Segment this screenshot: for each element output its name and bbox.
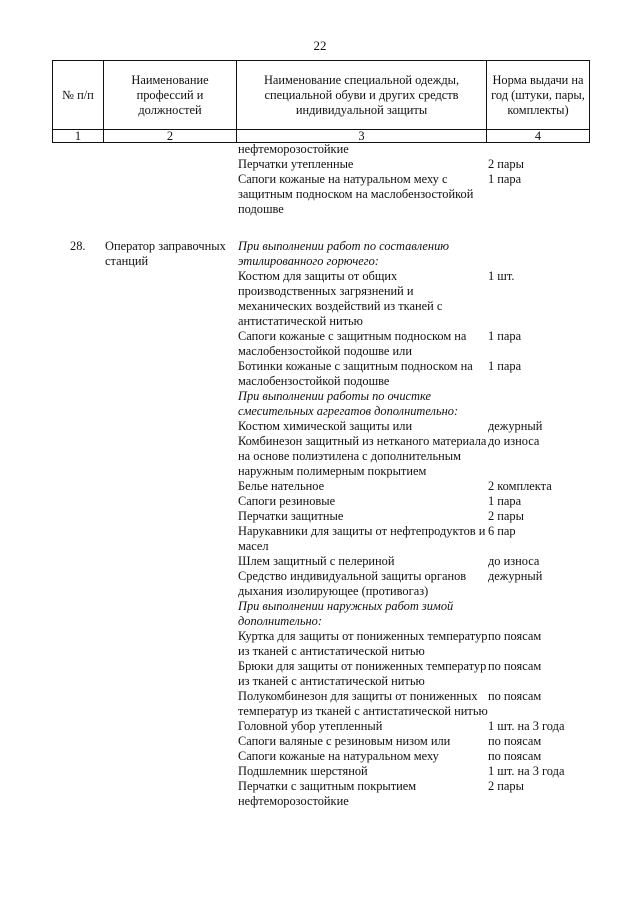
list-item <box>238 389 588 419</box>
entry-number: 28. <box>70 239 86 253</box>
item-name: Куртка для защиты от пониженных температур из тканей с антистатической нитью <box>238 629 488 658</box>
section-note: При выполнении работы по очистке смесительных агрегатов дополнительно: <box>238 389 459 418</box>
item-name: Перчатки защитные <box>238 509 344 523</box>
item-norm: по поясам <box>488 659 542 673</box>
item-name: Комбинезон защитный из нетканого материала на основе полиэтилена с дополнительным наружным полимерным покрытием <box>238 434 487 478</box>
list-item <box>238 689 588 719</box>
list-item <box>238 142 592 157</box>
item-norm: 2 пары <box>488 157 524 171</box>
list-item <box>238 524 588 554</box>
item-norm: по поясам <box>488 629 542 643</box>
item-norm: дежурный <box>488 569 543 583</box>
entry-28 <box>52 239 592 809</box>
item-name: Подшлемник шерстяной <box>238 764 368 778</box>
item-norm: 2 комплекта <box>488 479 552 493</box>
item-norm: 2 пары <box>488 509 524 523</box>
item-norm: 1 шт. <box>488 269 515 283</box>
section-note: При выполнении наружных работ зимой дополнительно: <box>238 599 454 628</box>
item-norm: 6 пар <box>488 524 516 538</box>
item-norm: по поясам <box>488 734 542 748</box>
list-item <box>238 419 588 434</box>
list-item <box>238 494 588 509</box>
item-name: Нарукавники для защиты от нефтепродуктов и масел <box>238 524 486 553</box>
continuation-block <box>52 142 592 217</box>
item-norm: по поясам <box>488 689 542 703</box>
item-name: Ботинки кожаные с защитным подноском на маслобензостойкой подошве <box>238 359 473 388</box>
column-number-2: 2 <box>104 130 237 143</box>
list-item <box>238 269 588 329</box>
item-norm: 1 шт. на 3 года <box>488 764 565 778</box>
item-name: Сапоги кожаные с защитным подноском на маслобензостойкой подошве или <box>238 329 467 358</box>
page-number: 22 <box>313 38 327 53</box>
list-item <box>238 764 588 779</box>
list-item <box>238 329 588 359</box>
list-item <box>238 599 588 629</box>
table-header <box>52 60 590 143</box>
list-item <box>238 157 592 172</box>
item-name: Шлем защитный с пелериной <box>238 554 395 568</box>
list-item <box>238 509 588 524</box>
item-name: Сапоги кожаные на натуральном меху <box>238 749 439 763</box>
item-name: Брюки для защиты от пониженных температур из тканей с антистатической нитью <box>238 659 487 688</box>
item-name: Костюм химической защиты или <box>238 419 413 433</box>
list-item <box>238 434 588 479</box>
item-norm: 1 пара <box>488 329 522 343</box>
column-number-1: 1 <box>53 130 104 143</box>
header-norm: Норма выдачи на год (штуки, пары, комплекты) <box>487 61 590 130</box>
list-item <box>238 779 588 809</box>
item-name: Полукомбинезон для защиты от пониженных температур из тканей с антистатической нитью <box>238 689 488 718</box>
item-name: Сапоги кожаные на натуральном меху с защитным подноском на маслобензостойкой подошве <box>238 172 474 216</box>
table-body <box>52 142 592 809</box>
section-note: При выполнении работ по составлению этилированного горючего: <box>238 239 450 268</box>
list-item <box>238 629 588 659</box>
entry-profession: Оператор заправочных станций <box>105 239 226 268</box>
item-name: Белье нательное <box>238 479 325 493</box>
item-norm: 2 пары <box>488 779 524 793</box>
list-item <box>238 172 592 217</box>
header-items: Наименование специальной одежды, специальной обуви и других средств индивидуальной защиты <box>237 61 487 130</box>
list-item <box>238 734 588 749</box>
item-name: Средство индивидуальной защиты органов дыхания изолирующее (противогаз) <box>238 569 467 598</box>
list-item <box>238 719 588 734</box>
list-item <box>238 479 588 494</box>
item-name: Перчатки с защитным покрытием нефтеморозостойкие <box>238 779 417 808</box>
list-item <box>238 554 588 569</box>
list-item <box>238 359 588 389</box>
list-item <box>238 239 588 269</box>
header-number: № п/п <box>53 61 104 130</box>
item-norm: до износа <box>488 554 540 568</box>
item-norm: 1 пара <box>488 172 522 186</box>
item-norm: 1 пара <box>488 494 522 508</box>
item-name: нефтеморозостойкие <box>238 142 349 156</box>
item-norm: 1 пара <box>488 359 522 373</box>
item-norm: дежурный <box>488 419 543 433</box>
item-name: Костюм для защиты от общих производственных загрязнений и механических воздействий из тканей с антистатической нитью <box>238 269 443 328</box>
item-norm: до износа <box>488 434 540 448</box>
list-item <box>238 569 588 599</box>
item-name: Сапоги резиновые <box>238 494 336 508</box>
item-norm: по поясам <box>488 749 542 763</box>
column-number-4: 4 <box>487 130 590 143</box>
item-norm: 1 шт. на 3 года <box>488 719 565 733</box>
entry-items <box>238 239 588 809</box>
item-name: Перчатки утепленные <box>238 157 354 171</box>
column-number-3: 3 <box>237 130 487 143</box>
item-name: Головной убор утепленный <box>238 719 383 733</box>
header-profession: Наименование профессий и должностей <box>104 61 237 130</box>
list-item <box>238 659 588 689</box>
item-name: Сапоги валяные с резиновым низом или <box>238 734 451 748</box>
list-item <box>238 749 588 764</box>
